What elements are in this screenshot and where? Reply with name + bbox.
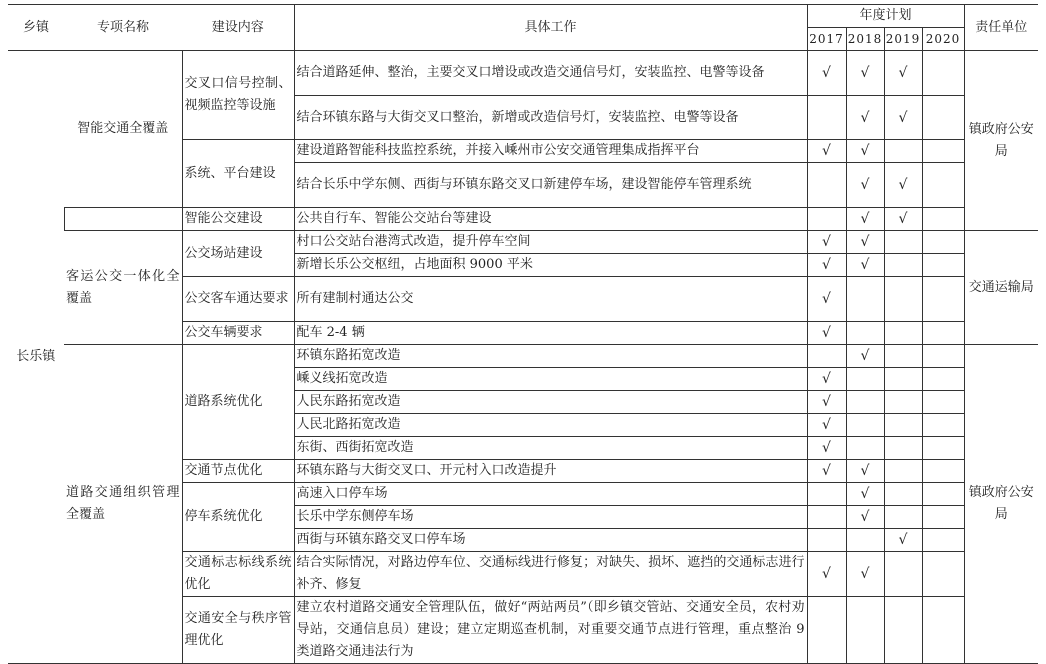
- checkmark-cell: √: [807, 368, 846, 391]
- header-unit: 责任单位: [964, 5, 1038, 51]
- check-cell: [846, 529, 884, 552]
- checkmark-cell: √: [846, 552, 884, 597]
- header-project: 专项名称: [64, 5, 182, 51]
- project-cell: 智能交通全覆盖: [64, 51, 182, 208]
- check-cell: [884, 437, 922, 460]
- unit-cell: 镇政府公安局: [964, 51, 1038, 231]
- project-cell: 道路交通组织管理全覆盖: [64, 345, 182, 664]
- plan-table: [8, 4, 1038, 664]
- checkmark-cell: √: [807, 231, 846, 254]
- work-cell: 村口公交站台港湾式改造，提升停车空间: [294, 231, 807, 254]
- check-cell: [922, 437, 964, 460]
- checkmark-cell: √: [807, 254, 846, 277]
- checkmark-cell: √: [846, 96, 884, 140]
- content-cell: 道路系统优化: [182, 345, 294, 460]
- check-cell: [884, 460, 922, 483]
- checkmark-cell: √: [846, 460, 884, 483]
- year-2019: 2019: [884, 28, 922, 51]
- checkmark-cell: √: [846, 51, 884, 96]
- checkmark-cell: √: [846, 208, 884, 231]
- content-cell: 交通安全与秩序管理优化: [182, 597, 294, 664]
- checkmark-cell: √: [807, 437, 846, 460]
- unit-cell: 交通运输局: [964, 231, 1038, 345]
- checkmark-cell: √: [846, 345, 884, 368]
- header-town: 乡镇: [8, 5, 64, 51]
- check-cell: [922, 483, 964, 506]
- checkmark-cell: √: [884, 529, 922, 552]
- checkmark-cell: √: [846, 163, 884, 208]
- check-cell: [846, 368, 884, 391]
- unit-cell: 镇政府公安局: [964, 345, 1038, 664]
- checkmark-cell: √: [807, 277, 846, 322]
- check-cell: [922, 345, 964, 368]
- check-cell: [846, 322, 884, 345]
- content-cell: 交通节点优化: [182, 460, 294, 483]
- checkmark-cell: √: [846, 506, 884, 529]
- check-cell: [884, 391, 922, 414]
- check-cell: [884, 322, 922, 345]
- project-gap-cell: [64, 208, 182, 231]
- check-cell: [922, 208, 964, 231]
- check-cell: [922, 231, 964, 254]
- check-cell: [884, 368, 922, 391]
- check-cell: [884, 552, 922, 597]
- work-cell: 长乐中学东侧停车场: [294, 506, 807, 529]
- check-cell: [922, 277, 964, 322]
- content-cell: 公交场站建设: [182, 231, 294, 277]
- checkmark-cell: √: [807, 391, 846, 414]
- work-cell: 嵊义线拓宽改造: [294, 368, 807, 391]
- checkmark-cell: √: [807, 552, 846, 597]
- checkmark-cell: √: [807, 140, 846, 163]
- check-cell: [884, 506, 922, 529]
- check-cell: [807, 345, 846, 368]
- work-cell: 建设道路智能科技监控系统，并接入嵊州市公安交通管理集成指挥平台: [294, 140, 807, 163]
- header-content: 建设内容: [182, 5, 294, 51]
- content-cell: 交叉口信号控制、视频监控等设施: [182, 51, 294, 140]
- checkmark-cell: √: [846, 140, 884, 163]
- work-cell: 环镇东路与大街交叉口、开元村入口改造提升: [294, 460, 807, 483]
- checkmark-cell: √: [884, 163, 922, 208]
- check-cell: [922, 96, 964, 140]
- check-cell: [846, 277, 884, 322]
- work-cell: 结合道路延伸、整治，主要交叉口增设或改造交通信号灯，安装监控、电警等设备: [294, 51, 807, 96]
- work-cell: 建立农村道路交通安全管理队伍，做好“两站两员”（即乡镇交管站、交通安全员，农村劝导站，交通信息员）建设；建立定期巡查机制，对重要交通节点进行管理，重点整治 9 类道路交通违法行为: [294, 597, 807, 664]
- content-cell: 停车系统优化: [182, 483, 294, 552]
- check-cell: [884, 254, 922, 277]
- work-cell: 结合长乐中学东侧、西街与环镇东路交叉口新建停车场，建设智能停车管理系统: [294, 163, 807, 208]
- check-cell: [922, 140, 964, 163]
- work-cell: 新增长乐公交枢纽，占地面积 9000 平米: [294, 254, 807, 277]
- content-cell: 公交客车通达要求: [182, 277, 294, 322]
- check-cell: [922, 163, 964, 208]
- table-row: [8, 231, 1038, 254]
- check-cell: [807, 208, 846, 231]
- check-cell: [922, 460, 964, 483]
- checkmark-cell: √: [846, 254, 884, 277]
- check-cell: [807, 529, 846, 552]
- check-cell: [922, 506, 964, 529]
- check-cell: [807, 163, 846, 208]
- table-row: [8, 345, 1038, 368]
- checkmark-cell: √: [807, 51, 846, 96]
- checkmark-cell: √: [884, 96, 922, 140]
- checkmark-cell: √: [846, 231, 884, 254]
- check-cell: [922, 552, 964, 597]
- work-cell: 结合环镇东路与大街交叉口整治，新增或改造信号灯，安装监控、电警等设备: [294, 96, 807, 140]
- content-cell: 智能公交建设: [182, 208, 294, 231]
- check-cell: [922, 368, 964, 391]
- table-row: [8, 51, 1038, 96]
- header-row: [8, 5, 1038, 28]
- header-work: 具体工作: [294, 5, 807, 51]
- check-cell: [884, 483, 922, 506]
- checkmark-cell: √: [807, 322, 846, 345]
- town-cell: 长乐镇: [8, 51, 64, 664]
- work-cell: 人民北路拓宽改造: [294, 414, 807, 437]
- content-cell: 系统、平台建设: [182, 140, 294, 208]
- work-cell: 环镇东路拓宽改造: [294, 345, 807, 368]
- check-cell: [807, 483, 846, 506]
- check-cell: [846, 437, 884, 460]
- check-cell: [922, 322, 964, 345]
- content-cell: 公交车辆要求: [182, 322, 294, 345]
- check-cell: [884, 277, 922, 322]
- checkmark-cell: √: [807, 414, 846, 437]
- work-cell: 结合实际情况，对路边停车位、交通标线进行修复；对缺失、损坏、遮挡的交通标志进行补齐、修复: [294, 552, 807, 597]
- work-cell: 配车 2-4 辆: [294, 322, 807, 345]
- check-cell: [807, 96, 846, 140]
- check-cell: [807, 597, 846, 664]
- check-cell: [922, 529, 964, 552]
- check-cell: [846, 414, 884, 437]
- checkmark-cell: √: [884, 51, 922, 96]
- check-cell: [807, 506, 846, 529]
- check-cell: [922, 414, 964, 437]
- check-cell: [884, 140, 922, 163]
- project-cell: 客运公交一体化全覆盖: [64, 231, 182, 345]
- checkmark-cell: √: [846, 483, 884, 506]
- check-cell: [884, 231, 922, 254]
- check-cell: [922, 254, 964, 277]
- year-2017: 2017: [807, 28, 846, 51]
- content-cell: 交通标志标线系统优化: [182, 552, 294, 597]
- work-cell: 高速入口停车场: [294, 483, 807, 506]
- check-cell: [884, 414, 922, 437]
- check-cell: [846, 597, 884, 664]
- table-row: [8, 208, 1038, 231]
- checkmark-cell: √: [884, 208, 922, 231]
- check-cell: [884, 345, 922, 368]
- checkmark-cell: √: [807, 460, 846, 483]
- work-cell: 人民东路拓宽改造: [294, 391, 807, 414]
- check-cell: [922, 391, 964, 414]
- check-cell: [922, 597, 964, 664]
- check-cell: [922, 51, 964, 96]
- check-cell: [884, 597, 922, 664]
- work-cell: 所有建制村通达公交: [294, 277, 807, 322]
- work-cell: 东街、西街拓宽改造: [294, 437, 807, 460]
- work-cell: 西街与环镇东路交叉口停车场: [294, 529, 807, 552]
- header-plan: 年度计划: [807, 5, 964, 28]
- work-cell: 公共自行车、智能公交站台等建设: [294, 208, 807, 231]
- year-2020: 2020: [922, 28, 964, 51]
- check-cell: [846, 391, 884, 414]
- year-2018: 2018: [846, 28, 884, 51]
